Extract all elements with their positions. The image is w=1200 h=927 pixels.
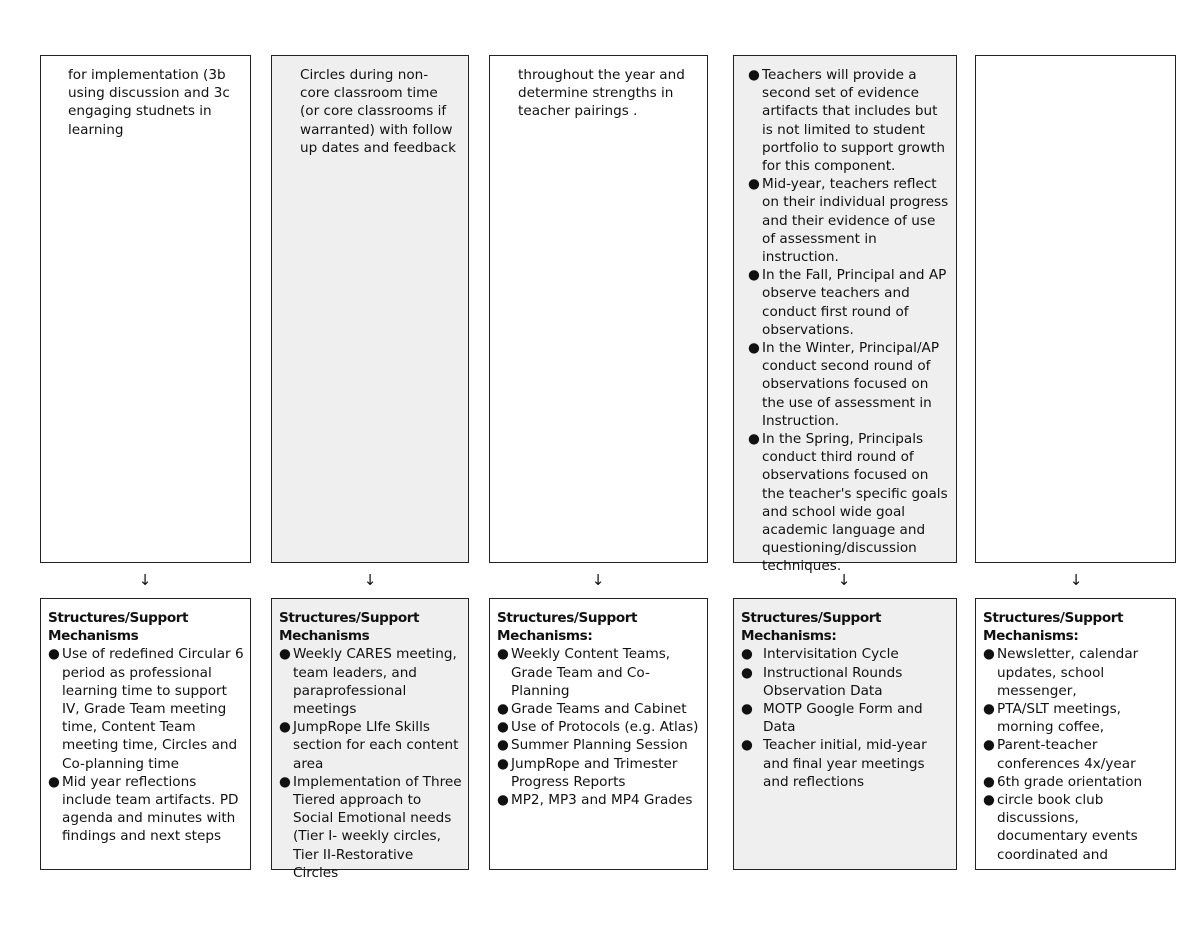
bullet-icon: ● (748, 67, 760, 83)
list-item: ● Grade Teams and Cabinet (497, 701, 687, 718)
bullet-icon: ● (748, 340, 760, 357)
bullet-icon: ● (983, 737, 995, 754)
bullet-icon: ● (279, 719, 291, 736)
arrow-down-icon: ↓ (138, 571, 152, 589)
list-item: ● In the Fall, Principal and AP observe teachers and conduct first round of observations. (748, 267, 947, 338)
list-item: ● circle book club discussions, documentary events coordinated and (983, 792, 1138, 863)
arrow-down-icon: ↓ (1069, 571, 1083, 589)
support-box-4 (733, 598, 957, 870)
support-list (279, 645, 462, 882)
list-item: ● Implementation of Three Tiered approach to Social Emotional needs (Tier I- weekly circles, Tier II-Restorative Circles (279, 773, 462, 881)
bullet-icon: ● (983, 773, 995, 790)
list-item: ● Instructional Rounds Observation Data (741, 664, 903, 699)
list-item: ● In the Winter, Principal/AP conduct second round of observations focused on the use of assessment in Instruction. (748, 340, 940, 429)
list-item: ● JumpRope and Trimester Progress Reports (497, 755, 678, 790)
support-box-1 (40, 598, 251, 870)
support-heading: Structures/Support Mechanisms (279, 610, 420, 645)
support-box-3 (489, 598, 708, 870)
support-heading: Structures/Support Mechanisms: (983, 610, 1124, 645)
bullet-icon: ● (497, 701, 509, 718)
list-item: ● Summer Planning Session (497, 737, 688, 754)
list-item: ● In the Spring, Principals conduct third round of observations focused on the teacher's specific goals and school wide goal academic language and questioning/discussion techniques. (748, 431, 948, 575)
list-item: ● Teacher initial, mid-year and final year meetings and reflections (741, 737, 927, 790)
list-item: ● Parent-teacher conferences 4x/year (983, 737, 1136, 772)
list-item: ● Teachers will provide a second set of evidence artifacts that includes but is not limited to student portfolio to support growth for this component. (748, 67, 945, 175)
arrow-down-icon: ↓ (591, 571, 605, 589)
support-box-5 (975, 598, 1176, 870)
list-item: ● Weekly CARES meeting, team leaders, and paraprofessional meetings (279, 646, 457, 718)
bullet-icon: ● (497, 755, 509, 772)
top-box-3 (489, 55, 708, 563)
support-list (983, 645, 1169, 863)
top-box-5 (975, 55, 1176, 563)
top-box-1 (40, 55, 251, 563)
support-list (48, 645, 244, 845)
support-heading: Structures/Support Mechanisms: (741, 610, 882, 645)
support-list (741, 645, 950, 791)
top-box-text: for implementation (3b using discussion and 3c engaging studnets in learning (68, 67, 230, 138)
top-box-4 (733, 55, 957, 575)
bullet-icon: ● (748, 267, 760, 284)
bullet-icon: ● (748, 431, 760, 448)
list-item: ● Weekly Content Teams, Grade Team and Co-Planning (497, 646, 671, 699)
list-item: ● JumpRope LIfe Skills section for each content area (279, 719, 459, 772)
top-box-2 (271, 55, 469, 563)
list-item: ● Newsletter, calendar updates, school messenger, (983, 646, 1139, 699)
list-item: ● Intervisitation Cycle (741, 646, 899, 663)
top-box-list (748, 66, 950, 576)
list-item: ● MP2, MP3 and MP4 Grades (497, 792, 693, 809)
bullet-icon: ● (741, 701, 753, 718)
list-item: ● 6th grade orientation (983, 773, 1143, 790)
bullet-icon: ● (983, 701, 995, 718)
bullet-icon: ● (48, 646, 60, 663)
bullet-icon: ● (279, 773, 291, 790)
bullet-icon: ● (741, 664, 753, 681)
bullet-icon: ● (497, 792, 509, 809)
bullet-icon: ● (497, 646, 509, 663)
arrow-down-icon: ↓ (837, 571, 851, 589)
support-box-2 (271, 598, 469, 881)
bullet-icon: ● (48, 773, 60, 790)
bullet-icon: ● (497, 737, 509, 754)
bullet-icon: ● (983, 646, 995, 663)
support-list (497, 645, 701, 809)
list-item: ● Mid year reflections include team artifacts. PD agenda and minutes with findings and next steps (48, 773, 239, 845)
list-item: ● MOTP Google Form and Data (741, 701, 923, 736)
support-heading: Structures/Support Mechanisms (48, 610, 189, 645)
bullet-icon: ● (741, 646, 753, 663)
bullet-icon: ● (741, 737, 753, 754)
bullet-icon: ● (748, 176, 760, 193)
list-item: ● Use of Protocols (e.g. Atlas) (497, 719, 699, 736)
list-item: ● Use of redefined Circular 6 period as professional learning time to support IV, Grade Team meeting time, Content Team meeting time, Circles and Co-planning time (48, 646, 244, 772)
bullet-icon: ● (497, 719, 509, 736)
arrow-down-icon: ↓ (363, 571, 377, 589)
top-box-text: Circles during non- core classroom time (or core classrooms if warranted) with follow up dates and feedback (300, 67, 456, 156)
support-heading: Structures/Support Mechanisms: (497, 610, 638, 645)
bullet-icon: ● (279, 646, 291, 663)
bullet-icon: ● (983, 792, 995, 809)
list-item: ● Mid-year, teachers reflect on their individual progress and their evidence of use of assessment in instruction. (748, 176, 949, 266)
list-item: ● PTA/SLT meetings, morning coffee, (983, 701, 1122, 736)
top-box-text: throughout the year and determine strengths in teacher pairings . (518, 67, 685, 120)
